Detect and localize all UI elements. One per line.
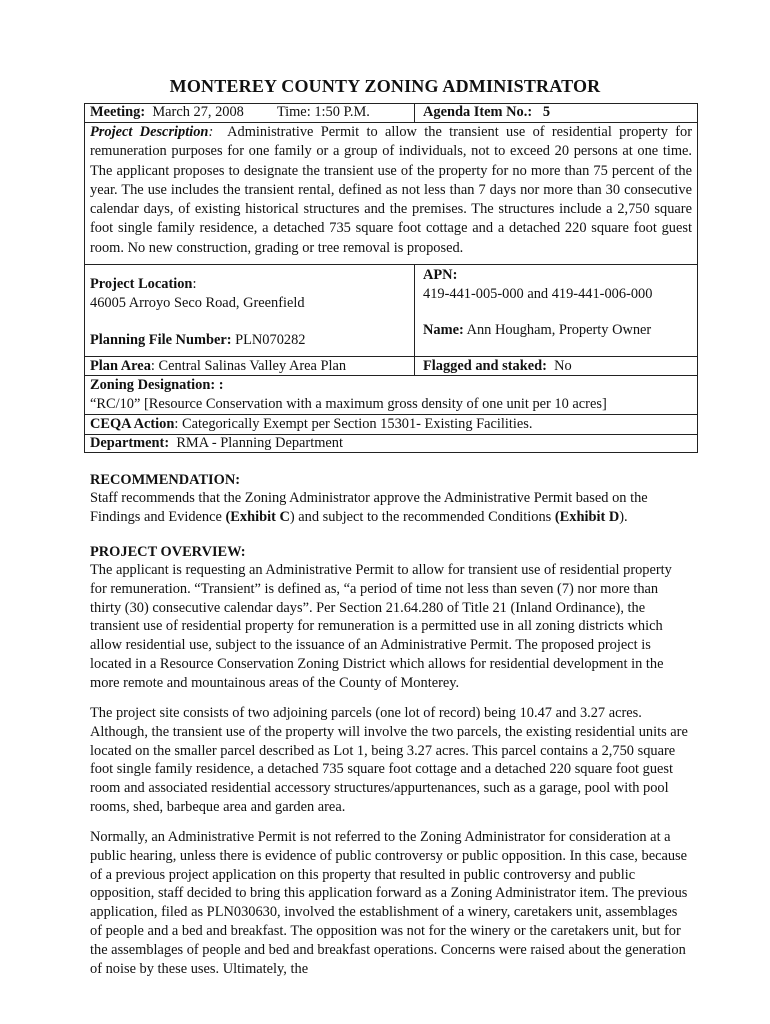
plan-area-value: Central Salinas Valley Area Plan: [158, 358, 347, 374]
meeting-label: Meeting:: [90, 104, 146, 120]
apn-value: 419-441-005-000 and 419-441-006-000: [423, 285, 653, 302]
plan-area-label: Plan Area: [90, 358, 151, 374]
name-value: Ann Hougham, Property Owner: [466, 322, 652, 338]
project-location-label: Project Location: [90, 276, 193, 292]
agenda-label: Agenda Item No.:: [423, 104, 533, 120]
agenda-value: 5: [542, 104, 551, 120]
overview-heading: PROJECT OVERVIEW:: [90, 544, 246, 560]
document-title: MONTEREY COUNTY ZONING ADMINISTRATOR: [169, 76, 601, 96]
zoning-suffix: : :: [210, 377, 224, 393]
meeting-cell: [84, 103, 414, 122]
planning-file-cell: [84, 331, 414, 350]
overview-paragraph-3: Normally, an Administrative Permit is not referred to the Zoning Administrator for consideration at a public hearing, unless there is evidence of public controversy or public opposition. In this case, because of a previous project application on this property that resulted in public controversy and public opposition, staff decided to bring this application forward as a Zoning Administrator item. The previous application, filed as PLN030630, involved the establishment of a winery, caretakers unit, assemblages of people and a bed and breakfast. The opposition was not for the winery or the caretakers unit, but for the assemblages of people and bed and breakfast operations. Concerns were raised about the generation of noise by these uses. Ultimately, the: [90, 829, 688, 977]
exhibit-c: (Exhibit C: [225, 508, 290, 525]
ceqa-value: Categorically Exempt per Section 15301- Existing Facilities.: [181, 416, 533, 432]
department-label: Department:: [90, 435, 170, 451]
time-value: 1:50 P.M.: [314, 104, 370, 120]
time-label: Time:: [276, 104, 311, 120]
overview-paragraph-2: The project site consists of two adjoining parcels (one lot of record) being 10.47 and 3.27 acres. Although, the transient use of the property will involve the two parcels, the existing residential units are located on the smaller parcel described as Lot 1, being 3.27 acres. This parcel contains a 2,750 square foot single family residence, a detached 735 square foot cottage and a detached 220 square foot guest room and associated residential accessory structures/appurtenances, such as a garage, pool with pool rooms, shed, barbeque area and garden area.: [90, 705, 688, 815]
recommendation-heading: RECOMMENDATION:: [90, 472, 241, 488]
project-location-value: 46005 Arroyo Seco Road, Greenfield: [90, 294, 305, 311]
department-value: RMA - Planning Department: [176, 435, 344, 451]
zoning-value: “RC/10” [Resource Conservation with a maximum gross density of one unit per 10 acres]: [90, 396, 607, 412]
recommendation-text: [90, 489, 690, 527]
flagged-label: Flagged and staked:: [423, 358, 547, 374]
zoning-label: Zoning Designation: [90, 377, 211, 393]
recommendation-text-b: ) and subject to the recommended Conditions: [289, 508, 555, 525]
project-description-text: Administrative Permit to allow the transient use of residential property for remuneration purposes for one family or a group of individuals, not to exceed 20 persons at one time. The applicant proposes to designate the transient use of the property for no more than 75 percent of the year. The use includes the transient rental, defined as not less than 7 days nor more than 30 consecutive calendar days, of existing historical structures and the premises. The structures include a 2,750 square foot single family residence, a detached 735 square foot cottage and a detached 220 square foot guest room. No new construction, grading or tree removal is proposed.: [90, 124, 692, 256]
meeting-value: March 27, 2008: [152, 104, 244, 120]
overview-paragraph-1: The applicant is requesting an Administrative Permit to allow for transient use of residential property for remuneration. “Transient” is defined as, “a period of time not less than seven (7) nor more than thirty (30) consecutive calendar days”. Per Section 21.64.280 of Title 21 (Inland Ordinance), the transient use of residential property for remuneration is a permitted use in all zoning districts which allow residential use, subject to the issuance of an Administrative Permit. The proposed project is located in a Resource Conservation Zoning District which allows for residential development in the more remote and mountainous areas of the County of Monterey.: [90, 562, 672, 691]
planning-file-value: PLN070282: [235, 332, 306, 348]
flagged-value: No: [554, 358, 572, 374]
agenda-cell: [414, 103, 698, 122]
name-label: Name:: [423, 322, 464, 338]
apn-cell: [414, 266, 698, 303]
apn-label: APN:: [423, 267, 458, 283]
table-rule: [84, 264, 698, 265]
project-location-cell: Project Location: 46005 Arroyo Seco Road, Greenfield: [90, 276, 305, 311]
recommendation-text-c: ).: [619, 508, 628, 525]
name-cell: [414, 321, 698, 340]
ceqa-label: CEQA Action: [90, 416, 175, 432]
planning-file-label: Planning File Number:: [90, 332, 232, 348]
plan-area-cell: Plan Area: Central Salinas Valley Area Plan: [90, 358, 347, 374]
exhibit-d: (Exhibit D: [554, 508, 620, 525]
flagged-cell: [414, 357, 698, 375]
project-description-cell: Project Description: Administrative Permit to allow the transient use of residential property for remuneration purposes for one family or a group of individuals, not to exceed 20 persons at one time. The applicant proposes to designate the transient use of the property for no more than 75 percent of the year. The use includes the transient rental, defined as not less than 7 days nor more than 30 consecutive calendar days, of existing historical structures and the premises. The structures include a 2,750 square foot single family residence, a detached 735 square foot cottage and a detached 220 square foot guest room. No new construction, grading or tree removal is proposed.: [90, 124, 692, 256]
zoning-cell: [84, 376, 698, 414]
ceqa-cell: CEQA Action: Categorically Exempt per Section 15301- Existing Facilities.: [90, 416, 533, 432]
project-description-label: Project Description: [90, 124, 209, 140]
department-cell: [84, 434, 698, 453]
recommendation-text-a: Staff recommends that the Zoning Administrator approve the Administrative Permit based on the Findings and Evidence: [90, 490, 648, 525]
